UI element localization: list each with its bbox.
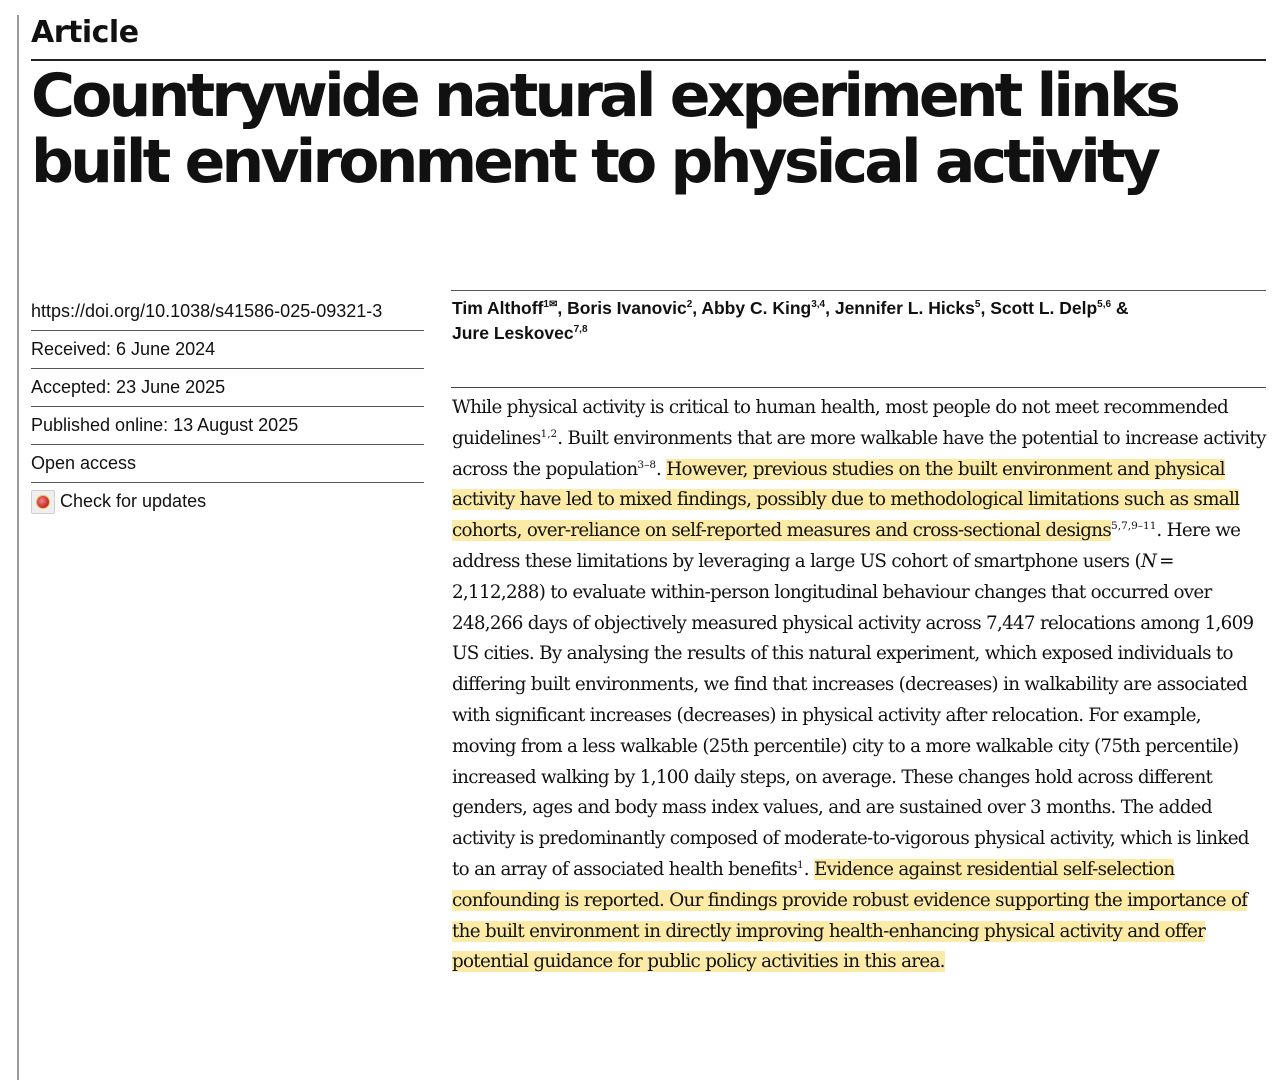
check-for-updates-icon	[31, 490, 55, 514]
author-name[interactable]: Boris Ivanovic	[567, 298, 687, 318]
authors-top-divider	[451, 290, 1266, 291]
abstract-text: . Here we address these limitations by leveraging a large US cohort of smartphone users (	[452, 520, 1241, 572]
author-affiliation: 3,4	[811, 299, 826, 310]
citation-ref[interactable]: 3–8	[637, 458, 657, 471]
open-access-label: Open access	[31, 445, 424, 483]
author-name[interactable]: Tim Althoff	[452, 298, 544, 318]
abstract-text: While physical activity is critical to human health, most people do not meet recommended guidelines	[452, 397, 1229, 449]
author-separator: ,	[557, 298, 568, 318]
abstract-text: .	[656, 458, 667, 480]
citation-ref[interactable]: 5,7,9–11	[1111, 520, 1157, 533]
published-date: Published online: 13 August 2025	[31, 407, 424, 445]
author-name[interactable]: Jure Leskovec	[452, 323, 574, 343]
article-type-label: Article	[31, 15, 139, 50]
sample-size-symbol: N	[1140, 550, 1157, 572]
author-separator: ,	[692, 298, 702, 318]
author-separator: ,	[825, 298, 835, 318]
citation-ref[interactable]: 1	[797, 858, 804, 871]
author-name[interactable]: Jennifer L. Hicks	[834, 298, 975, 318]
article-title: Countrywide natural experiment links built environment to physical activity	[31, 61, 1178, 197]
author-list	[452, 296, 1272, 346]
author-affiliation: 5	[974, 299, 981, 310]
author-affiliation: 5,6	[1097, 299, 1112, 310]
abstract-text: . Built environments that are more walkable have the potential to increase activity across the population	[452, 427, 1266, 480]
author-name[interactable]: Scott L. Delp	[990, 298, 1098, 318]
check-for-updates-link[interactable]	[31, 483, 424, 520]
author-separator: ,	[980, 298, 991, 318]
abstract-text: = 2,112,288) to evaluate within-person longitudinal behaviour changes that occurred over 248,266 days of objectively measured physical activity across 7,447 relocations among 1,609 US cities. By analysing the results of this natural experiment, which exposed individuals to differing built environments, we find that increases (decreases) in walkability are associated with significant increases (decreases) in physical activity after relocation. For example, moving from a less walkable (25th percentile) city to a more walkable city (75th percentile) increased walking by 1,100 daily steps, on average. These changes hold across different genders, ages and body mass index values, and are sustained over 3 months. The added activity is predominantly composed of moderate-to-vigorous physical activity, which is linked to an array of associated health benefits	[452, 550, 1254, 880]
author-name[interactable]: Abby C. King	[701, 298, 812, 318]
abstract-text: .	[803, 858, 814, 880]
highlighted-text: However, previous studies on the built environment and physical activity have led to mixed findings, possibly due to methodological limitations such as small cohorts, over-reliance on self-reported measures and cross-sectional designs	[452, 458, 1240, 542]
highlighted-text: Evidence against residential self-selection confounding is reported. Our findings provide robust evidence supporting the importance of the built environment in directly improving health-enhancing physical activity and offer potential guidance for public policy activities in this area.	[452, 858, 1248, 973]
received-date: Received: 6 June 2024	[31, 331, 424, 369]
citation-ref[interactable]: 1,2	[540, 427, 558, 440]
mail-icon[interactable]: ✉	[548, 299, 558, 310]
abstract	[452, 393, 1268, 978]
check-for-updates-label: Check for updates	[60, 491, 207, 511]
article-metadata	[31, 293, 424, 520]
left-margin-rule	[17, 15, 19, 1080]
author-affiliation: 7,8	[573, 324, 588, 335]
author-affiliation: 2	[686, 299, 693, 310]
author-affiliation: 1	[543, 299, 549, 310]
accepted-date: Accepted: 23 June 2025	[31, 369, 424, 407]
abstract-top-divider	[451, 387, 1266, 388]
doi-link[interactable]: https://doi.org/10.1038/s41586-025-09321-3	[31, 293, 424, 331]
author-separator: &	[1111, 298, 1129, 318]
